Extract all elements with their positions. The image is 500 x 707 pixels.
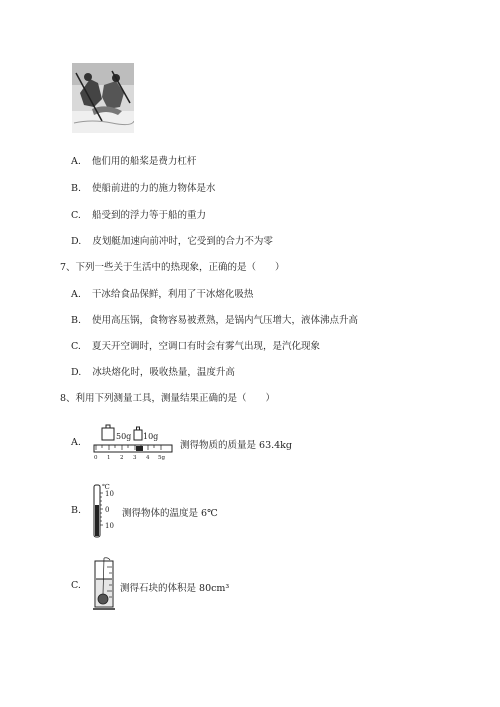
thermometer-scale-label: 10: [105, 490, 114, 498]
option-letter: B.: [71, 315, 82, 326]
q6-option-c: [71, 207, 206, 221]
thermometer-scale-label: 0: [105, 506, 110, 514]
ruler-tick-label: 1: [107, 455, 111, 460]
option-letter: A.: [71, 289, 81, 300]
option-text: 船受到的浮力等于船的重力: [91, 210, 206, 221]
option-letter: C.: [71, 210, 81, 221]
ruler-tick-label: 4: [146, 455, 150, 460]
weight-50g-label: 50g: [116, 432, 132, 441]
q8-option-b-letter: B.: [71, 505, 82, 516]
ruler-tick-label: 0: [94, 455, 98, 460]
option-text: 使船前进的力的施力物体是水: [92, 183, 216, 194]
q7-option-b: [71, 312, 358, 326]
ruler-tick-label: 2: [120, 455, 124, 460]
option-text: 干冰给食品保鲜，利用了干冰熔化吸热: [91, 289, 254, 300]
option-text: 夏天开空调时，空调口有时会有雾气出现，是汽化现象: [91, 341, 320, 352]
option-text: 冰块熔化时，吸收热量，温度升高: [92, 367, 235, 378]
option-letter: D.: [71, 367, 82, 378]
stone: [98, 594, 108, 604]
option-letter: D.: [71, 236, 82, 247]
q8-title: 8、利用下列测量工具，测量结果正确的是（ ）: [60, 393, 276, 404]
q8-option-c-letter: C.: [71, 580, 81, 591]
q8-option-a-letter: A.: [71, 437, 81, 448]
q8-option-a-text: 测得物质的质量是 63.4kg: [180, 440, 293, 451]
q6-option-a: [71, 153, 196, 167]
option-text: 皮划艇加速向前冲时，它受到的合力不为零: [92, 236, 273, 247]
ruler-tick-label: 5g: [158, 455, 166, 460]
q7-title: 7、下列一些关于生活中的热现象，正确的是（ ）: [60, 262, 285, 273]
option-text: 他们用的船桨是费力杠杆: [91, 156, 197, 167]
q7-option-c: [71, 338, 320, 352]
q7-option-d: [71, 364, 235, 378]
thermometer-scale-label: 10: [105, 522, 114, 530]
q8-option-c-text: 测得石块的体积是 80cm³: [120, 583, 230, 594]
balance-figure: [92, 424, 174, 460]
q6-option-d: [71, 233, 273, 247]
rider-marker: [136, 446, 143, 451]
option-letter: C.: [71, 341, 81, 352]
rowing-photo: [72, 63, 134, 133]
q6-option-b: [71, 180, 216, 194]
q7-option-a: [71, 286, 253, 300]
ruler-tick-label: 3: [133, 455, 137, 460]
option-text: 使用高压锅，食物容易被煮熟，是锅内气压增大，液体沸点升高: [92, 315, 359, 326]
q8-option-b-text: 测得物体的温度是 6℃: [122, 508, 218, 519]
thermometer-figure: [88, 481, 120, 539]
option-letter: B.: [71, 183, 82, 194]
celsius-unit-label: ℃: [102, 483, 110, 491]
graduated-cylinder-figure: [92, 557, 116, 611]
option-letter: A.: [71, 156, 81, 167]
weight-10g-label: 10g: [143, 432, 159, 441]
